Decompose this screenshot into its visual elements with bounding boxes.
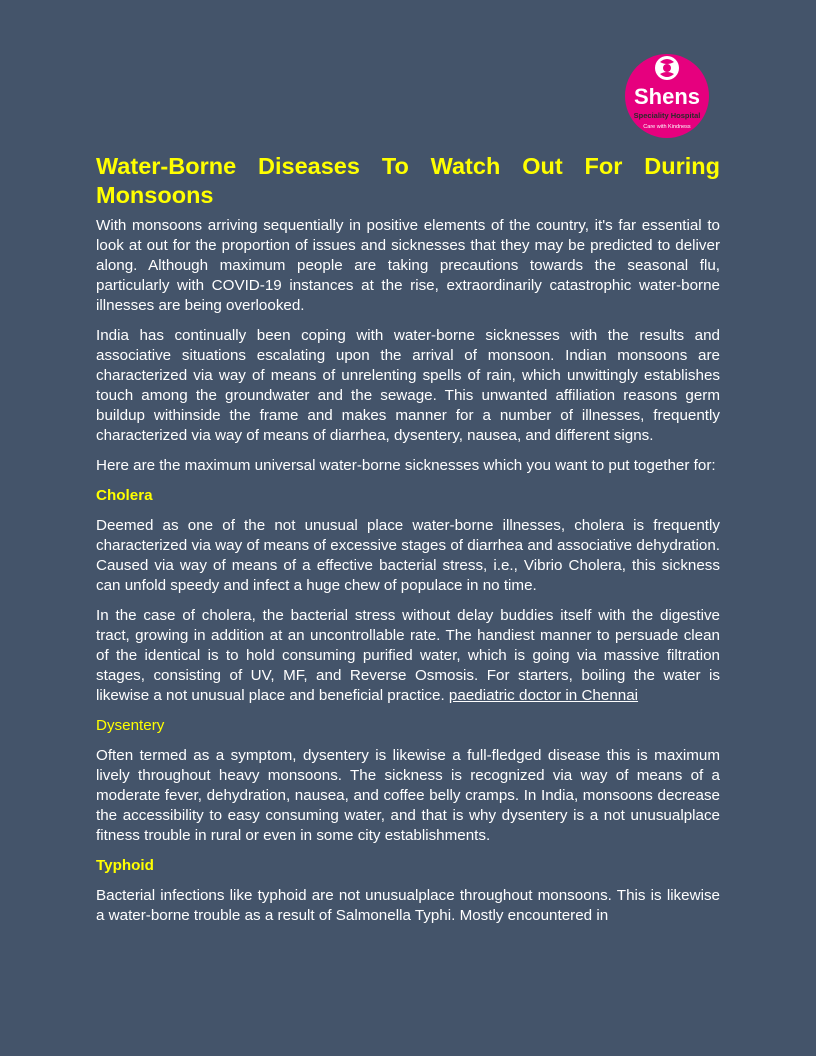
cholera-heading: Cholera [96,487,153,504]
dysentery-heading: Dysentery [96,717,165,734]
shens-hospital-logo [620,46,720,146]
page-title-line2: Monsoons [96,182,214,208]
logo-name: Shens [633,84,701,109]
paediatric-doctor-link[interactable]: paediatric doctor in Chennai [448,687,639,704]
cholera-paragraph-2-text: In the case of cholera, the bacterial stress without delay buddies itself with the digestive tract, growing in addition at an uncontrollable rate. The handiest manner to persuade clean of the identical is to hold consuming purified water, which is going via massive filtration stages, consisting of UV, MF, and Reverse Osmosis. For starters, boiling the water is likewise a not unusual place and beneficial practice. [96,607,720,704]
page-title [96,152,720,210]
india-paragraph: India has continually been coping with water-borne sicknesses with the results and associative situations escalating upon the arrival of monsoon. Indian monsoons are characterized via way of means of unrelenting spells of rain, which unwittingly establishes touch among the groundwater and the sewage. This unwanted affiliation reasons germ buildup withinside the frame and makes manner for a number of illnesses, frequently characterized via way of means of diarrhea, dysentery, nausea, and different signs. [96,327,720,444]
typhoid-heading: Typhoid [96,857,154,874]
dysentery-paragraph: Often termed as a symptom, dysentery is likewise a full-fledged disease this is maximum lively throughout heavy monsoons. The sickness is recognized via way of means of a moderate fever, dehydration, nausea, and coffee belly cramps. In India, monsoons decrease the accessibility to easy consuming water, and that is why dysentery is a not unusualplace fitness trouble in rural or even in some city establishments. [96,747,720,844]
logo-tagline: Care with Kindness [643,124,691,130]
cholera-paragraph-1: Deemed as one of the not unusual place water-borne illnesses, cholera is frequently characterized via way of means of excessive stages of diarrhea and associative dehydration. Caused via way of means of a effective bacterial stress, i.e., Vibrio Cholera, this sickness can unfold speedy and infect a huge chew of populace in no time. [96,517,720,594]
logo-subtitle: Speciality Hospital [633,111,701,120]
article [96,152,720,936]
intro-paragraph: With monsoons arriving sequentially in positive elements of the country, it's far essential to look at out for the proportion of issues and sicknesses that they may be predicted to deliver along. Although maximum people are taking precautions towards the seasonal flu, particularly with COVID-19 instances at the rise, extraordinarily catastrophic water-borne illnesses are being overlooked. [96,217,720,314]
list-intro-paragraph: Here are the maximum universal water-borne sicknesses which you want to put together for: [96,457,716,474]
cholera-paragraph-2 [96,606,720,706]
typhoid-paragraph: Bacterial infections like typhoid are not unusualplace throughout monsoons. This is likewise a water-borne trouble as a result of Salmonella Typhi. Mostly encountered in [96,887,720,924]
page-title-line1: Water-Borne Diseases To Watch Out For During [96,153,720,179]
